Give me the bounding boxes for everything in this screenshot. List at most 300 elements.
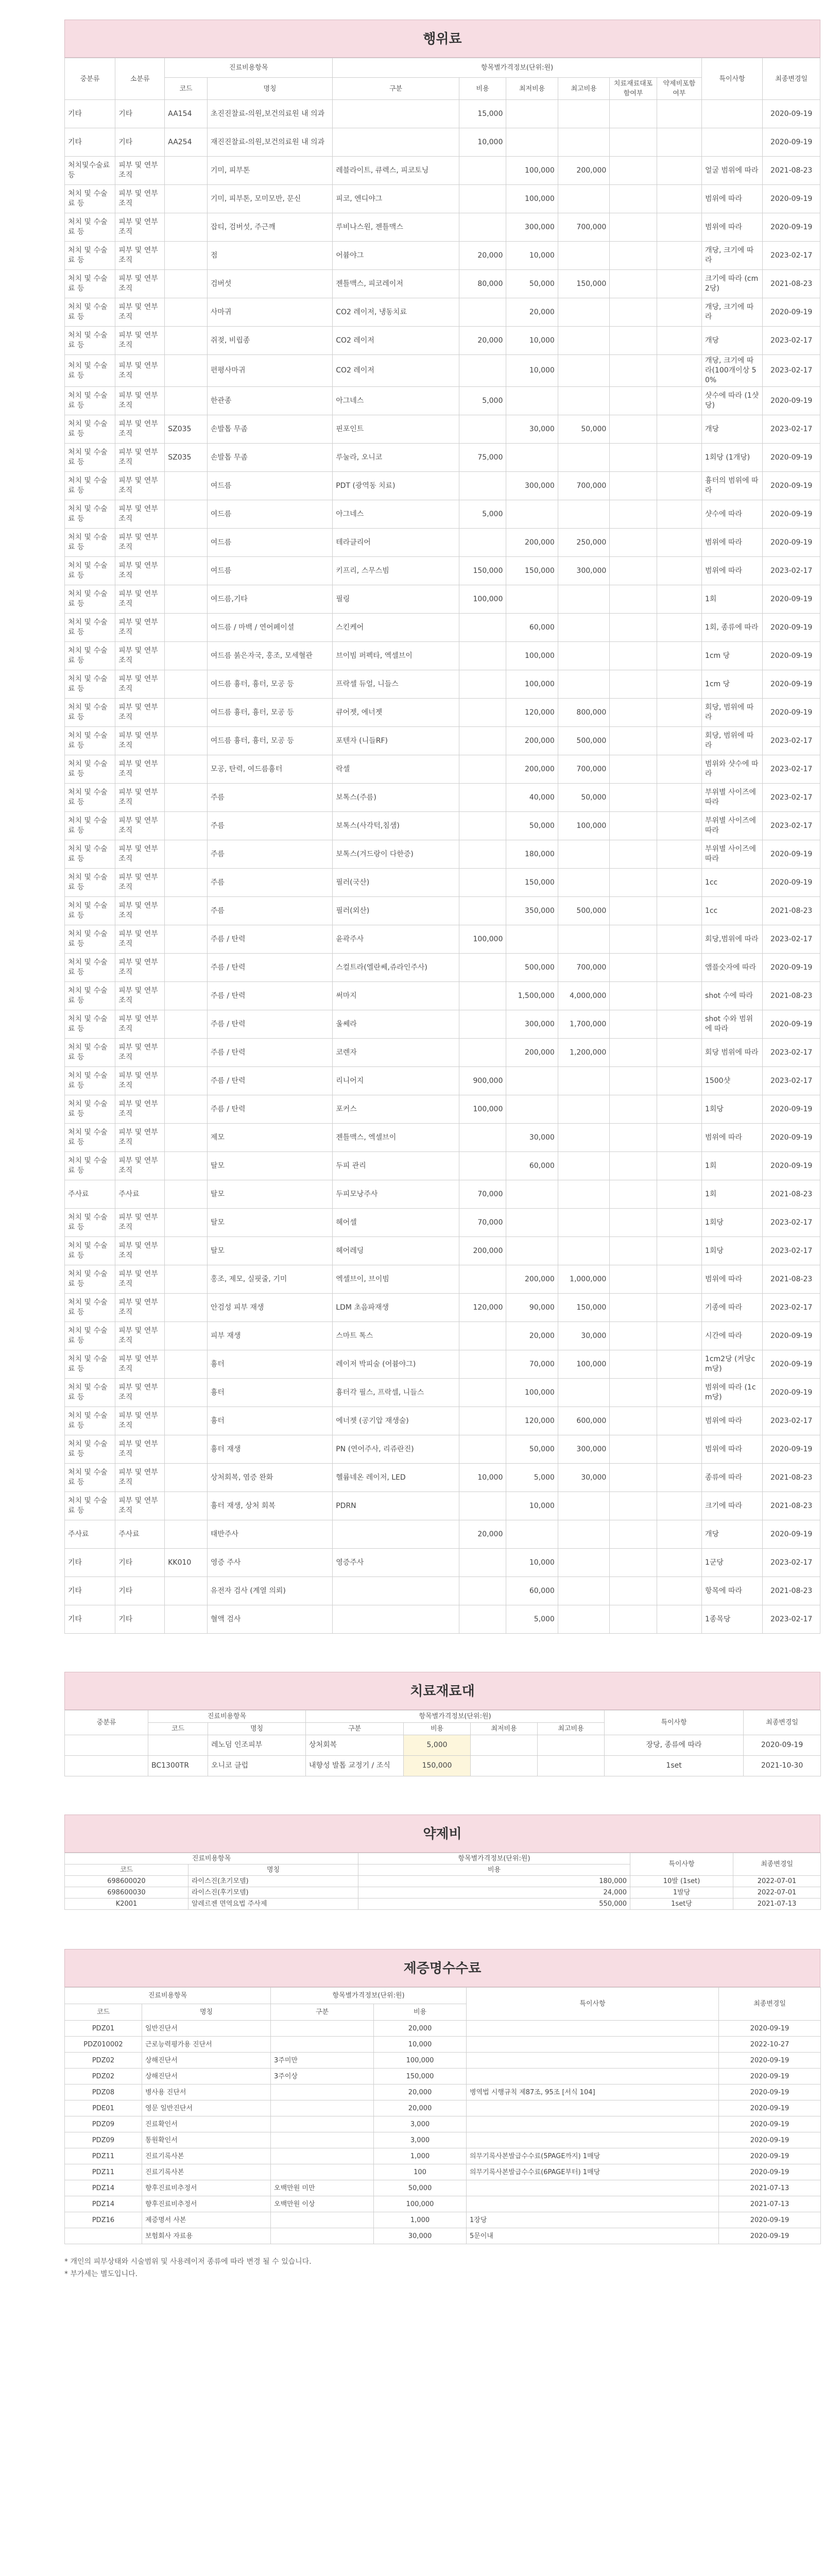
table-cell: 여드름	[207, 472, 332, 500]
table-cell	[333, 1605, 459, 1634]
table-cell: KK010	[165, 1549, 208, 1577]
table-cell: 2020-09-19	[763, 614, 820, 642]
table-cell: 5,000	[506, 1464, 558, 1492]
table-cell: 2020-09-19	[763, 472, 820, 500]
table-cell	[657, 355, 701, 387]
section-title: 제증명수수료	[64, 1949, 820, 1987]
table-cell	[657, 869, 701, 897]
table-cell: 주름	[207, 812, 332, 840]
procedure-fee-table	[64, 58, 820, 1634]
table-row	[65, 2132, 821, 2148]
table-cell: 2023-02-17	[763, 355, 820, 387]
table-cell: 피부 및 연부조직	[115, 1379, 165, 1407]
footnote: * 개인의 피부상태와 시술범위 및 사용레이저 종류에 따라 변경 될 수 있습니다.	[64, 2258, 312, 2266]
table-cell	[165, 157, 208, 185]
table-cell: 향후진료비추정서	[142, 2196, 271, 2212]
table-cell: 피부 및 연부조직	[115, 954, 165, 982]
table-cell: 상해진단서	[142, 2069, 271, 2084]
table-cell: 진료기록사본	[142, 2164, 271, 2180]
table-cell: 100,000	[558, 812, 609, 840]
table-cell: 2020-09-19	[763, 954, 820, 982]
table-cell	[459, 185, 506, 213]
table-cell	[506, 128, 558, 157]
table-row	[65, 2164, 821, 2180]
table-cell: 2020-09-19	[763, 1379, 820, 1407]
table-cell	[657, 1407, 701, 1435]
table-cell: 처치 및 수술료 등	[65, 812, 115, 840]
table-cell	[459, 1039, 506, 1067]
table-cell	[538, 1735, 605, 1756]
table-cell: 루비나스원, 젠틀맥스	[333, 213, 459, 242]
table-cell	[459, 982, 506, 1010]
table-row	[65, 840, 820, 869]
table-cell: 2020-09-19	[763, 869, 820, 897]
table-cell	[165, 298, 208, 327]
table-cell: 처치 및 수술료 등	[65, 355, 115, 387]
table-cell: 필러(외산)	[333, 897, 459, 925]
table-cell	[610, 298, 657, 327]
table-cell: 젠틀맥스, 피코레이저	[333, 270, 459, 298]
table-cell	[165, 327, 208, 355]
table-cell	[610, 614, 657, 642]
table-row	[65, 2069, 821, 2084]
table-cell: 피부 및 연부조직	[115, 1407, 165, 1435]
table-cell: 처치 및 수술료 등	[65, 755, 115, 784]
table-cell: 윤곽주사	[333, 925, 459, 954]
table-cell: 처치 및 수술료 등	[65, 1209, 115, 1237]
table-cell	[657, 415, 701, 444]
header-type: 구분	[306, 1723, 404, 1735]
table-cell	[610, 1209, 657, 1237]
header-name: 명칭	[207, 78, 332, 100]
table-cell: 기타	[115, 1605, 165, 1634]
table-cell: 범위에 따라	[701, 1407, 762, 1435]
table-cell: 처치 및 수술료 등	[65, 784, 115, 812]
table-cell: 주름	[207, 840, 332, 869]
table-cell	[610, 1152, 657, 1180]
table-cell: 2020-09-19	[763, 298, 820, 327]
header-date: 최종변경일	[733, 1853, 821, 1876]
table-cell: 라이스진(초기모델)	[188, 1876, 358, 1887]
table-cell: 300,000	[506, 213, 558, 242]
table-cell: 기타	[65, 1605, 115, 1634]
table-cell: 두피모낭주사	[333, 1180, 459, 1209]
table-cell: 범위에 따라	[701, 557, 762, 585]
table-cell: 젠틀맥스, 엑셀브이	[333, 1124, 459, 1152]
table-cell	[558, 500, 609, 529]
material-fee-section	[64, 1672, 820, 1776]
table-cell: 처치 및 수술료 등	[65, 1237, 115, 1265]
table-cell: 2021-08-23	[763, 1577, 820, 1605]
table-cell: 보톡스(사각턱,침샘)	[333, 812, 459, 840]
table-cell: 2021-08-23	[763, 1180, 820, 1209]
table-cell: 2023-02-17	[763, 812, 820, 840]
table-cell	[558, 1520, 609, 1549]
table-cell	[701, 100, 762, 128]
table-cell: 피부 및 연부조직	[115, 1124, 165, 1152]
table-cell: 여드름	[207, 500, 332, 529]
table-cell: 5,000	[459, 500, 506, 529]
table-cell: 70,000	[459, 1180, 506, 1209]
table-cell	[657, 1039, 701, 1067]
table-cell	[610, 869, 657, 897]
table-cell: 1cc	[701, 897, 762, 925]
table-cell	[271, 2164, 374, 2180]
table-cell	[459, 529, 506, 557]
table-cell: 상해진단서	[142, 2053, 271, 2069]
table-cell: 1cc	[701, 869, 762, 897]
table-cell: 처치 및 수술료 등	[65, 1379, 115, 1407]
table-cell: 100	[374, 2164, 467, 2180]
table-cell	[657, 1322, 701, 1350]
table-cell: 2022-10-27	[719, 2037, 821, 2053]
table-cell: 개당	[701, 327, 762, 355]
table-cell: 피부 및 연부조직	[115, 1209, 165, 1237]
table-cell: 개당	[701, 415, 762, 444]
table-cell: 어븀야그	[333, 242, 459, 270]
table-cell: 2020-09-19	[763, 699, 820, 727]
table-cell	[165, 1322, 208, 1350]
table-cell: 피부 및 연부조직	[115, 529, 165, 557]
table-cell: 병사용 진단서	[142, 2084, 271, 2100]
table-cell: 항목에 따라	[701, 1577, 762, 1605]
table-cell	[459, 1350, 506, 1379]
table-cell: 100,000	[374, 2196, 467, 2212]
table-cell	[165, 812, 208, 840]
table-cell	[165, 1605, 208, 1634]
table-cell: 2020-09-19	[719, 2164, 821, 2180]
table-cell: 오백만원 미만	[271, 2180, 374, 2196]
table-cell: 120,000	[506, 1407, 558, 1435]
table-cell: 10발 (1set)	[630, 1876, 733, 1887]
table-cell: 처치 및 수술료 등	[65, 1067, 115, 1095]
table-cell	[459, 699, 506, 727]
table-cell: 처치 및 수술료 등	[65, 1265, 115, 1294]
header-type: 구분	[271, 2004, 374, 2021]
table-cell	[459, 954, 506, 982]
table-cell: K2001	[65, 1899, 188, 1910]
table-cell: 피부 및 연부조직	[115, 387, 165, 415]
table-cell: 2023-02-17	[763, 784, 820, 812]
table-cell: 피부 및 연부조직	[115, 897, 165, 925]
table-cell	[657, 1549, 701, 1577]
table-cell: 2020-09-19	[763, 840, 820, 869]
table-cell	[271, 2212, 374, 2228]
table-row	[65, 2100, 821, 2116]
table-cell: 개당, 크기에 따라	[701, 298, 762, 327]
table-cell: 처치 및 수술료 등	[65, 298, 115, 327]
table-cell	[610, 1492, 657, 1520]
table-cell	[610, 355, 657, 387]
table-row	[65, 614, 820, 642]
table-cell: 1장당	[467, 2212, 719, 2228]
table-cell: 점	[207, 242, 332, 270]
table-cell	[506, 100, 558, 128]
table-cell	[459, 897, 506, 925]
table-cell: PDZ02	[65, 2053, 142, 2069]
table-cell: 50,000	[506, 812, 558, 840]
drug-fee-section	[64, 1815, 820, 1910]
table-cell: 부위별 사이즈에 따라	[701, 840, 762, 869]
header-category: 중분류	[65, 1710, 148, 1735]
table-cell	[165, 355, 208, 387]
table-cell: 1,700,000	[558, 1010, 609, 1039]
header-price-group: 항목별가격정보(단위:원)	[333, 58, 702, 78]
table-cell	[558, 1209, 609, 1237]
table-cell: 10,000	[506, 1549, 558, 1577]
header-date: 최종변경일	[763, 58, 820, 100]
table-cell: 20,000	[374, 2084, 467, 2100]
table-cell	[657, 1010, 701, 1039]
table-cell: 기타	[65, 128, 115, 157]
table-cell: 20,000	[459, 327, 506, 355]
table-cell	[657, 387, 701, 415]
table-row	[65, 1435, 820, 1464]
table-cell	[610, 472, 657, 500]
table-row	[65, 2037, 821, 2053]
table-cell: 100,000	[506, 1379, 558, 1407]
table-cell	[610, 1237, 657, 1265]
table-cell: 처치 및 수술료 등	[65, 1039, 115, 1067]
table-cell	[657, 1464, 701, 1492]
table-cell: 주름 / 탄력	[207, 925, 332, 954]
table-cell	[148, 1735, 208, 1756]
table-cell	[65, 1756, 148, 1776]
table-cell: 개당, 크기에 따라	[701, 242, 762, 270]
table-cell	[610, 157, 657, 185]
table-cell: 70,000	[506, 1350, 558, 1379]
table-row	[65, 2180, 821, 2196]
table-cell: 처치 및 수술료 등	[65, 472, 115, 500]
table-cell: 범위에 따라	[701, 213, 762, 242]
table-cell	[165, 1265, 208, 1294]
table-cell: 주름 / 탄력	[207, 1010, 332, 1039]
table-cell	[610, 185, 657, 213]
table-cell: 피부 및 연부조직	[115, 500, 165, 529]
table-cell: AA254	[165, 128, 208, 157]
table-cell: 피부 및 연부조직	[115, 270, 165, 298]
table-cell	[506, 585, 558, 614]
table-cell	[558, 840, 609, 869]
table-cell	[165, 585, 208, 614]
table-cell: 처치 및 수술료 등	[65, 1435, 115, 1464]
table-cell: 헤어셀	[333, 1209, 459, 1237]
table-cell	[657, 100, 701, 128]
table-cell: 피부 및 연부조직	[115, 185, 165, 213]
table-cell	[271, 2116, 374, 2132]
table-cell	[459, 784, 506, 812]
table-cell: 2020-09-19	[763, 1010, 820, 1039]
table-cell	[165, 185, 208, 213]
table-cell: 오백만원 이상	[271, 2196, 374, 2212]
table-cell: 앰플숫자에 따라	[701, 954, 762, 982]
table-cell	[610, 1549, 657, 1577]
table-cell: 120,000	[506, 699, 558, 727]
table-cell: 여드름,기타	[207, 585, 332, 614]
table-row	[65, 642, 820, 670]
table-cell: 50,000	[558, 784, 609, 812]
table-cell: 쥐젖, 비립종	[207, 327, 332, 355]
table-cell	[467, 2021, 719, 2037]
table-cell: 2020-09-19	[763, 642, 820, 670]
table-cell: 아그네스	[333, 387, 459, 415]
table-row	[65, 213, 820, 242]
table-cell: 크기에 따라	[701, 1492, 762, 1520]
table-cell	[657, 1379, 701, 1407]
header-drug-included: 약제비포함여부	[657, 78, 701, 100]
table-cell: 2020-09-19	[763, 387, 820, 415]
table-cell	[701, 128, 762, 157]
table-cell: 2020-09-19	[719, 2132, 821, 2148]
table-cell: 2022-07-01	[733, 1876, 821, 1887]
header-note: 특이사항	[701, 58, 762, 100]
table-cell: 일반진단서	[142, 2021, 271, 2037]
table-cell: 개당, 크기에 따라(100개이상 50%	[701, 355, 762, 387]
table-cell: 피부 및 연부조직	[115, 585, 165, 614]
table-cell: 2020-09-19	[763, 1124, 820, 1152]
table-cell: 120,000	[459, 1294, 506, 1322]
table-cell: 1종목당	[701, 1605, 762, 1634]
table-cell: 필링	[333, 585, 459, 614]
table-cell	[610, 840, 657, 869]
table-cell: PDE01	[65, 2100, 142, 2116]
table-cell	[165, 1209, 208, 1237]
table-cell: 300,000	[558, 1435, 609, 1464]
table-cell	[165, 1095, 208, 1124]
table-cell: 150,000	[506, 869, 558, 897]
table-row	[65, 2084, 821, 2100]
table-cell	[610, 444, 657, 472]
table-cell	[610, 529, 657, 557]
table-cell: 1cm 당	[701, 670, 762, 699]
table-cell	[610, 213, 657, 242]
table-cell: 여드름 흉터, 흉터, 모공 등	[207, 699, 332, 727]
table-cell	[657, 954, 701, 982]
table-cell: PDT (광역동 치료)	[333, 472, 459, 500]
table-cell: 50,000	[506, 1435, 558, 1464]
table-cell: 1500샷	[701, 1067, 762, 1095]
table-row	[65, 1237, 820, 1265]
table-cell: 2020-09-19	[719, 2053, 821, 2069]
table-cell: 24,000	[358, 1887, 630, 1899]
table-cell: 250,000	[558, 529, 609, 557]
table-cell: 손발톱 무좀	[207, 444, 332, 472]
table-cell: 80,000	[459, 270, 506, 298]
table-cell	[165, 1492, 208, 1520]
table-cell	[506, 387, 558, 415]
table-cell: 의무기록사본발급수수료(6PAGE부터) 1매당	[467, 2164, 719, 2180]
table-cell: 2023-02-17	[763, 727, 820, 755]
table-cell	[467, 2132, 719, 2148]
table-cell: 피부 및 연부조직	[115, 727, 165, 755]
table-cell	[610, 387, 657, 415]
table-cell: PDZ02	[65, 2069, 142, 2084]
table-cell: 90,000	[506, 1294, 558, 1322]
table-cell: 피부 및 연부조직	[115, 1294, 165, 1322]
table-cell: 2021-07-13	[733, 1899, 821, 1910]
table-cell	[657, 157, 701, 185]
table-cell	[657, 1435, 701, 1464]
table-cell: 150,000	[374, 2069, 467, 2084]
table-cell	[467, 2180, 719, 2196]
table-cell: 핀포인트	[333, 415, 459, 444]
table-cell	[610, 1350, 657, 1379]
table-cell	[657, 614, 701, 642]
table-cell: 주름	[207, 897, 332, 925]
table-cell: 1회당	[701, 1209, 762, 1237]
table-cell	[657, 1350, 701, 1379]
table-row	[65, 1209, 820, 1237]
table-cell: 2021-08-23	[763, 982, 820, 1010]
table-row	[65, 1464, 820, 1492]
table-cell: 잡티, 검버섯, 주근깨	[207, 213, 332, 242]
table-row	[65, 1605, 820, 1634]
table-cell: 처치 및 수술료 등	[65, 642, 115, 670]
table-row	[65, 387, 820, 415]
table-row	[65, 1407, 820, 1435]
table-cell: 70,000	[459, 1209, 506, 1237]
table-cell	[610, 954, 657, 982]
table-cell: 장당, 종류에 따라	[605, 1735, 744, 1756]
table-cell: 2023-02-17	[763, 1605, 820, 1634]
table-cell: 처치 및 수술료 등	[65, 1124, 115, 1152]
table-cell: 테라클리어	[333, 529, 459, 557]
table-cell: 검버섯	[207, 270, 332, 298]
table-cell: 2020-09-19	[744, 1735, 821, 1756]
table-cell	[558, 1492, 609, 1520]
table-cell	[558, 1549, 609, 1577]
table-cell: 피부 및 연부조직	[115, 1350, 165, 1379]
table-cell: 범위에 따라	[701, 1435, 762, 1464]
table-cell: 피부 및 연부조직	[115, 415, 165, 444]
table-row	[65, 355, 820, 387]
table-cell: 피부 및 연부조직	[115, 642, 165, 670]
table-cell	[271, 2037, 374, 2053]
table-cell: 2020-09-19	[763, 128, 820, 157]
table-cell	[459, 1265, 506, 1294]
table-cell: 써마지	[333, 982, 459, 1010]
table-cell: 1set	[605, 1756, 744, 1776]
table-cell	[459, 1435, 506, 1464]
table-row	[65, 185, 820, 213]
table-cell: 10,000	[459, 128, 506, 157]
table-cell	[558, 327, 609, 355]
table-cell: PN (연어주사, 리쥬란진)	[333, 1435, 459, 1464]
table-cell	[506, 1095, 558, 1124]
table-cell: 200,000	[459, 1237, 506, 1265]
table-cell	[610, 1294, 657, 1322]
table-cell: PDZ09	[65, 2132, 142, 2148]
table-cell: 피부 및 연부조직	[115, 1010, 165, 1039]
header-type: 구분	[333, 78, 459, 100]
certificate-fee-section	[64, 1949, 820, 2244]
table-cell: SZ035	[165, 415, 208, 444]
header-min-cost: 최저비용	[471, 1723, 538, 1735]
table-cell	[165, 1294, 208, 1322]
table-cell: 2023-02-17	[763, 925, 820, 954]
table-cell	[610, 642, 657, 670]
table-cell	[558, 1095, 609, 1124]
table-cell	[610, 755, 657, 784]
table-cell	[165, 387, 208, 415]
table-cell: 피부 및 연부조직	[115, 670, 165, 699]
table-row	[65, 1350, 820, 1379]
table-cell: 처치 및 수술료 등	[65, 897, 115, 925]
table-cell: 2020-09-19	[763, 213, 820, 242]
table-cell	[459, 1407, 506, 1435]
table-cell: PDZ11	[65, 2148, 142, 2164]
table-cell: PDZ08	[65, 2084, 142, 2100]
